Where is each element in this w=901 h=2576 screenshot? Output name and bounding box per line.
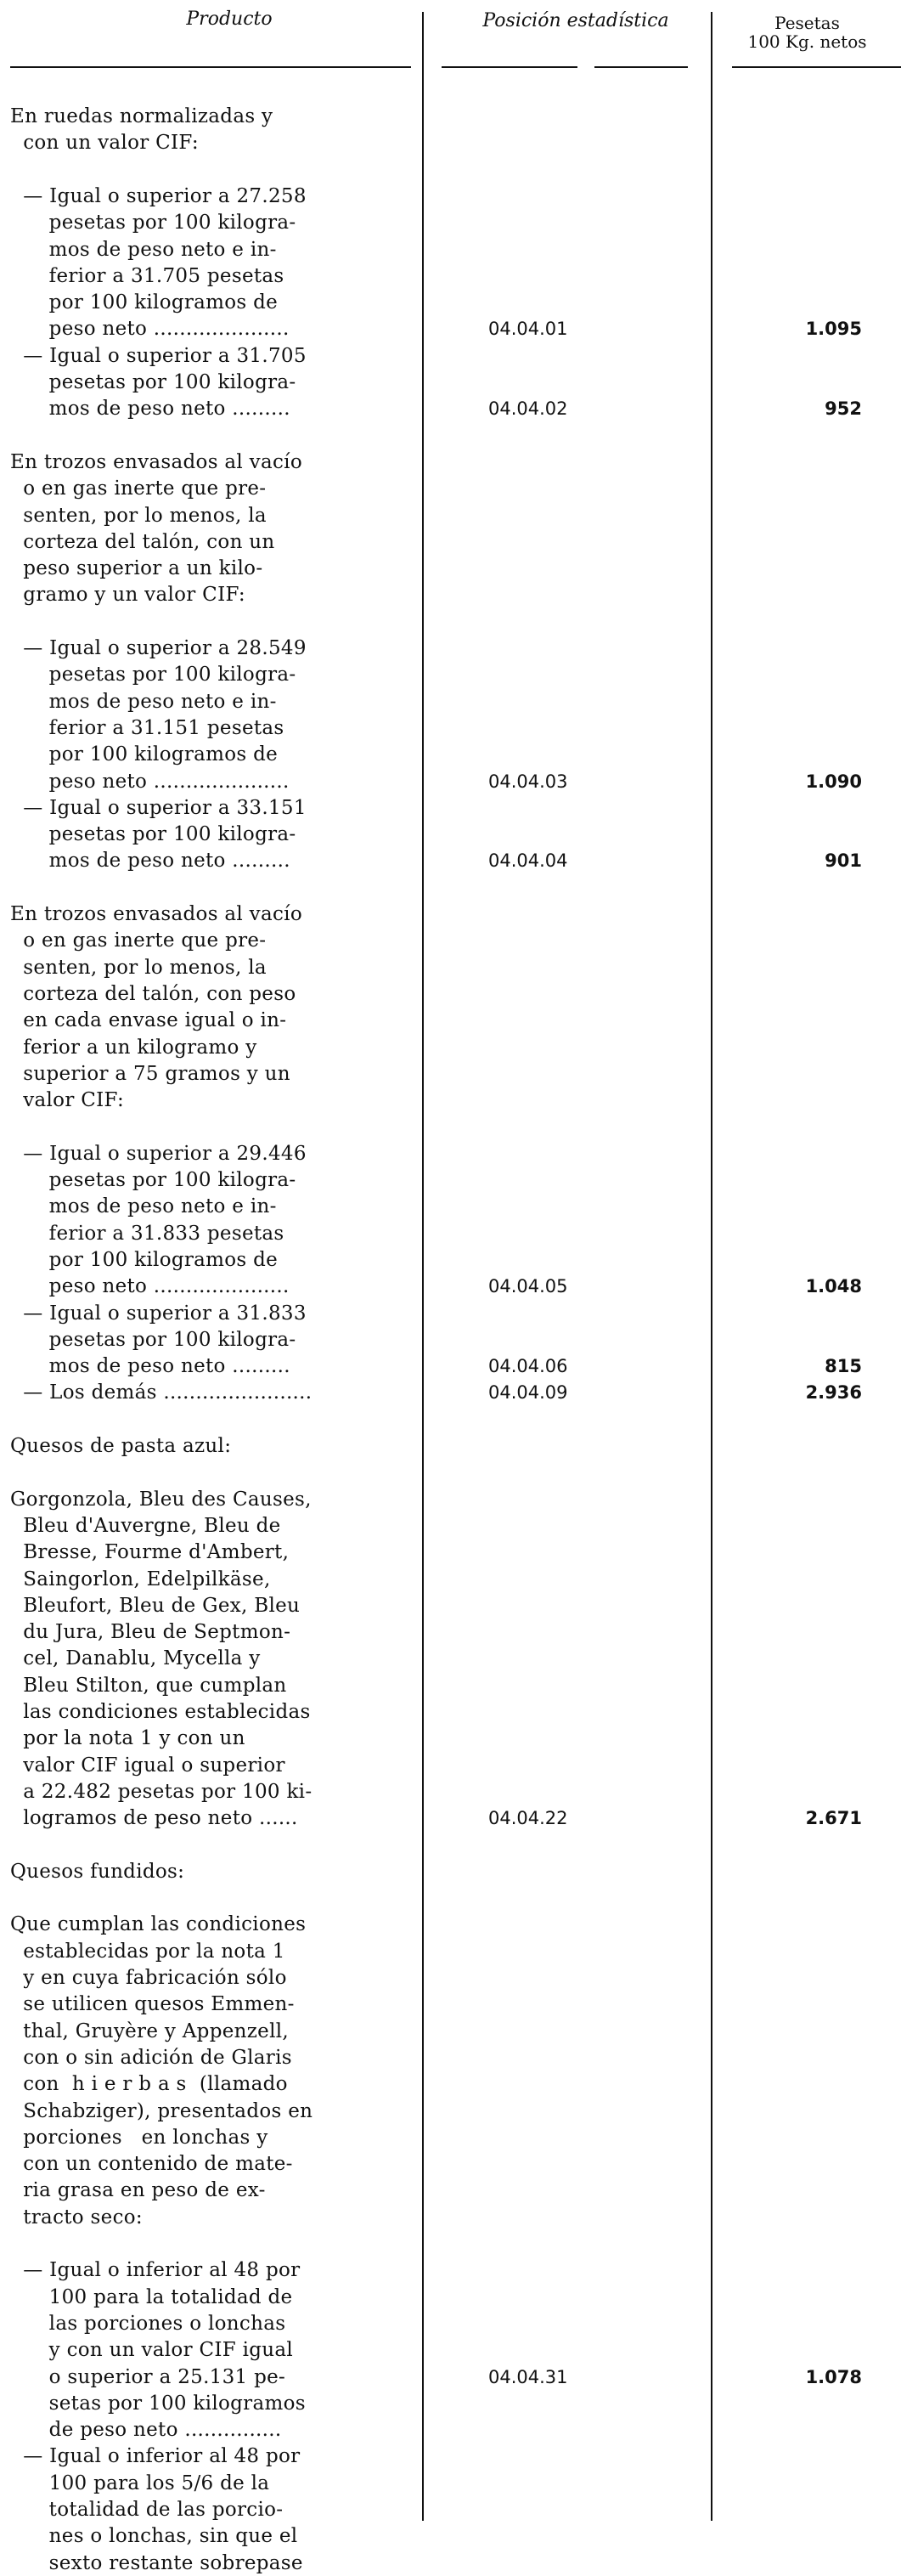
statistical-position-code: 04.04.03 [488,771,568,792]
text-line: — Igual o superior a 31.705 [10,344,307,367]
column-divider-right [711,12,712,2521]
text-line: porciones en lonchas y [10,2126,268,2149]
text-line: mos de peso neto e in- [10,1195,277,1218]
statistical-position-code: 04.04.31 [488,2366,568,2387]
text-line: setas por 100 kilogramos [10,2392,306,2415]
text-line: Saingorlon, Edelpilkäse, [10,1568,271,1590]
text-line: Bresse, Fourme d'Ambert, [10,1541,290,1564]
text-line: por 100 kilogramos de [10,743,279,766]
text-line: Quesos de pasta azul: [10,1435,232,1457]
text-line: thal, Gruyère y Appenzell, [10,2020,290,2042]
text-line: — Igual o superior a 31.833 [10,1302,307,1325]
statistical-position-code: 04.04.05 [488,1276,568,1297]
text-line: por 100 kilogramos de [10,1248,279,1271]
text-line: o en gas inerte que pre- [10,477,267,500]
text-line: valor CIF igual o superior [10,1754,285,1777]
text-line: mos de peso neto ......... [10,398,290,421]
text-line: pesetas por 100 kilogra- [10,371,296,393]
statistical-position-code: 04.04.04 [488,850,568,872]
text-line: sexto restante sobrepase [10,2551,303,2574]
text-line: por 100 kilogramos de [10,291,279,314]
text-line: las condiciones establecidas [10,1701,311,1723]
text-line: pesetas por 100 kilogra- [10,212,296,234]
text-line: pesetas por 100 kilogra- [10,1328,296,1351]
text-line: o en gas inerte que pre- [10,929,267,952]
text-line: o superior a 25.131 pe- [10,2365,286,2388]
statistical-position-code: 04.04.06 [488,1356,568,1377]
text-line: nes o lonchas, sin que el [10,2525,298,2548]
text-line: senten, por lo menos, la [10,504,267,527]
text-line: las porciones o lonchas [10,2312,286,2335]
text-line: con h i e r b a s (llamado [10,2073,288,2096]
text-line: Bleu Stilton, que cumplan [10,1674,287,1697]
text-line: valor CIF: [10,1089,125,1112]
text-line: peso superior a un kilo- [10,557,263,580]
column-divider-left [422,12,424,2521]
text-line: 100 para los 5/6 de la [10,2471,270,2494]
pesetas-value: 2.936 [805,1382,862,1404]
header-pesetas-line2: 100 Kg. netos [747,31,867,52]
pesetas-value: 952 [825,398,862,420]
statistical-position-code: 04.04.01 [488,319,568,340]
text-line: Bleu d'Auvergne, Bleu de [10,1514,281,1537]
statistical-position-code: 04.04.09 [488,1382,568,1404]
text-line: con un valor CIF: [10,132,199,155]
text-line: ferior a 31.833 pesetas [10,1222,284,1245]
text-line: mos de peso neto ......... [10,1355,290,1378]
pesetas-value: 1.048 [805,1276,862,1297]
text-line: y en cuya fabricación sólo [10,1967,287,1989]
text-line: cel, Danablu, Mycella y [10,1647,261,1670]
text-line: ferior a un kilogramo y [10,1036,257,1059]
text-line: Quesos fundidos: [10,1860,185,1883]
text-line: logramos de peso neto ...... [10,1807,298,1830]
text-line: — Igual o inferior al 48 por [10,2259,301,2282]
text-line: corteza del talón, con un [10,530,275,553]
pesetas-value: 815 [825,1356,862,1377]
text-line: en cada envase igual o in- [10,1009,287,1032]
text-line: tracto seco: [10,2206,143,2229]
text-line: superior a 75 gramos y un [10,1062,290,1085]
text-line: de peso neto ............... [10,2419,282,2442]
text-line: ferior a 31.151 pesetas [10,716,284,739]
header-rule-posicion-b [594,66,688,68]
text-line: mos de peso neto e in- [10,690,277,713]
text-line: Schabziger), presentados en [10,2099,313,2122]
text-line: Que cumplan las condiciones [10,1913,307,1936]
pesetas-value: 2.671 [805,1808,862,1829]
text-line: con o sin adición de Glaris [10,2046,292,2069]
text-line: Gorgonzola, Bleu des Causes, [10,1488,312,1511]
text-line: peso neto ..................... [10,318,290,341]
text-line: ferior a 31.705 pesetas [10,264,284,287]
header-pesetas-line1: Pesetas [774,13,840,33]
text-line: se utilicen quesos Emmen- [10,1993,295,2016]
text-line: pesetas por 100 kilogra- [10,1169,296,1191]
text-line: mos de peso neto ......... [10,850,290,873]
pesetas-value: 901 [825,850,862,872]
header-producto: Producto [186,8,273,30]
text-line: — Los demás ....................... [10,1381,313,1404]
text-line: En trozos envasados al vacío [10,450,302,473]
text-line: mos de peso neto e in- [10,238,277,261]
text-line: corteza del talón, con peso [10,982,296,1005]
text-line: — Igual o superior a 29.446 [10,1142,307,1165]
text-line: peso neto ..................... [10,1275,290,1298]
text-line: totalidad de las porcio- [10,2499,284,2521]
pesetas-value: 1.078 [805,2366,862,2387]
pesetas-value-column [730,104,862,2521]
header-pesetas [713,14,901,51]
text-line: con un contenido de mate- [10,2153,293,2176]
text-line: du Jura, Bleu de Septmon- [10,1621,291,1644]
text-line: — Igual o superior a 27.258 [10,184,307,207]
text-line: En ruedas normalizadas y [10,105,273,127]
text-line: peso neto ..................... [10,770,290,793]
text-line: y con un valor CIF igual [10,2339,294,2362]
text-line: — Igual o superior a 28.549 [10,637,307,659]
statistical-position-column [488,104,658,2521]
header-posicion-estadistica: Posición estadística [482,10,669,31]
text-line: 100 para la totalidad de [10,2285,293,2308]
text-line: — Igual o superior a 33.151 [10,796,307,819]
text-line: Bleufort, Bleu de Gex, Bleu [10,1594,301,1617]
text-line: senten, por lo menos, la [10,956,267,979]
header-rule-producto [10,66,411,68]
header-rule-posicion-a [442,66,577,68]
text-line: gramo y un valor CIF: [10,584,245,607]
text-line: pesetas por 100 kilogra- [10,823,296,846]
text-line: a 22.482 pesetas por 100 ki- [10,1780,313,1803]
text-line: por la nota 1 y con un [10,1727,245,1750]
pesetas-value: 1.090 [805,771,862,792]
product-description-column [10,104,418,2574]
header-rule-pesetas [732,66,901,68]
text-line: ria grasa en peso de ex- [10,2179,266,2202]
text-line: pesetas por 100 kilogra- [10,664,296,686]
text-line: En trozos envasados al vacío [10,903,302,925]
text-line: establecidas por la nota 1 [10,1940,285,1963]
text-line: — Igual o inferior al 48 por [10,2445,301,2468]
statistical-position-code: 04.04.22 [488,1808,568,1829]
pesetas-value: 1.095 [805,319,862,340]
statistical-position-code: 04.04.02 [488,398,568,420]
